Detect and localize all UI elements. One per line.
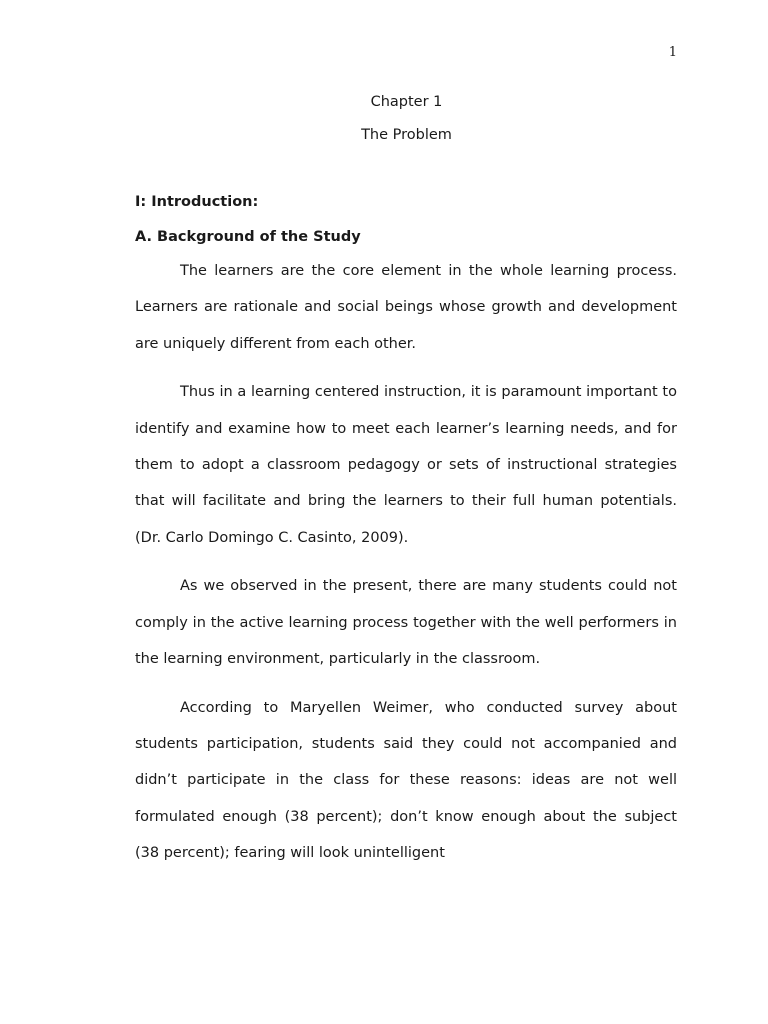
page-number: 1: [668, 45, 677, 60]
subsection-heading: A. Background of the Study: [135, 229, 361, 245]
paragraph-1: The learners are the core element in the whole learning process. Learners are rationale and social beings whose growth and development are uniquely different from each other.: [135, 263, 677, 352]
paragraph-block: [135, 253, 677, 871]
section-heading: I: Introduction:: [135, 194, 259, 210]
chapter-title: The Problem: [361, 127, 452, 143]
paragraph-4: According to Maryellen Weimer, who conducted survey about students participation, students said they could not accompanied and didn’t participate in the class for these reasons: ideas are not well formulated enough (38 percent); don’t know enough about the subject (38 percent); fearing will look unintelligent: [135, 699, 677, 861]
chapter-label: Chapter 1: [370, 94, 443, 110]
paragraph-3: As we observed in the present, there are many students could not comply in the active learning process together with the well performers in the learning environment, particularly in the classroom.: [135, 578, 677, 667]
paragraph-2: Thus in a learning centered instruction, it is paramount important to identify and examine how to meet each learner’s learning needs, and for them to adopt a classroom pedagogy or sets of instructional strategies that will facilitate and bring the learners to their full human potentials. (Dr. Carlo Domingo C. Casinto, 2009).: [135, 384, 677, 546]
